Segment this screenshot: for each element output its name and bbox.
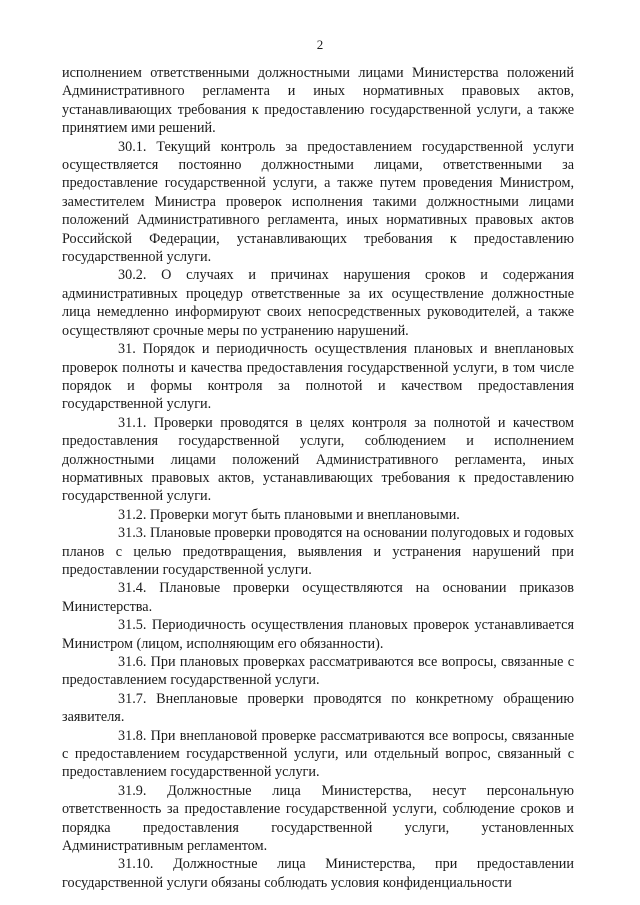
paragraph-31: 31. Порядок и периодичность осуществления плановых и внеплановых проверок полноты и качества предоставления государственной услуги, в том числе порядок и формы контроля за полнотой и качеством предоставления государственной услуги.: [62, 341, 574, 413]
page-number: 2: [316, 37, 324, 52]
paragraph-continuation: исполнением ответственными должностными лицами Министерства положений Административного регламента и иных нормативных правовых актов, устанавливающих требования к предоставлению государственной услуги, а также принятием ими решений.: [62, 65, 574, 137]
paragraph-31-3: 31.3. Плановые проверки проводятся на основании полугодовых и годовых планов с целью предотвращения, выявления и устранения нарушений при предоставлении государственной услуги.: [62, 525, 574, 578]
paragraph-31-5: 31.5. Периодичность осуществления плановых проверок устанавливается Министром (лицом, исполняющим его обязанности).: [62, 617, 574, 652]
paragraph-31-8: 31.8. При внеплановой проверке рассматриваются все вопросы, связанные с предоставлением государственной услуги, или отдельный вопрос, связанный с предоставлением государственной услуги.: [62, 727, 574, 781]
paragraph-31-9: 31.9. Должностные лица Министерства, несут персональную ответственность за предоставление государственной услуги, соблюдение сроков и порядка предоставления государственной услуги, установленных Административным регламентом.: [62, 782, 574, 855]
paragraph-31-6: 31.6. При плановых проверках рассматриваются все вопросы, связанные с предоставлением государственной услуги.: [62, 654, 574, 689]
paragraph-31-7: 31.7. Внеплановые проверки проводятся по конкретному обращению заявителя.: [62, 690, 574, 726]
paragraph-30-1: 30.1. Текущий контроль за предоставлением государственной услуги осуществляется постоянно должностными лицами, ответственными за предоставление государственной услуги, а также путем проведения Министром, заместителем Министра проверок исполнения такими должностными лицами положений Административного регламента, иных нормативных правовых актов Российской Федерации, устанавливающих требования к предоставлению государственной услуги.: [62, 138, 574, 266]
paragraph-31-10: 31.10. Должностные лица Министерства, при предоставлении государственной услуги обязаны соблюдать условия конфиденциальности: [62, 856, 574, 891]
paragraph-30-2: 30.2. О случаях и причинах нарушения сроков и содержания административных процедур ответственные за их осуществление должностные лица немедленно информируют своих непосредственных руководителей, а также осуществляют срочные меры по устранению нарушений.: [62, 267, 574, 339]
paragraph-31-2: 31.2. Проверки могут быть плановыми и внеплановыми.: [118, 506, 460, 523]
document-body: [62, 64, 574, 892]
paragraph-31-4: 31.4. Плановые проверки осуществляются на основании приказов Министерства.: [62, 580, 574, 615]
paragraph-31-1: 31.1. Проверки проводятся в целях контроля за полнотой и качеством предоставления государственной услуги, соблюдением и исполнением должностными лицами положений Административного регламента, иных нормативных правовых актов, устанавливающих требования к предоставлению государственной услуги.: [62, 414, 574, 505]
